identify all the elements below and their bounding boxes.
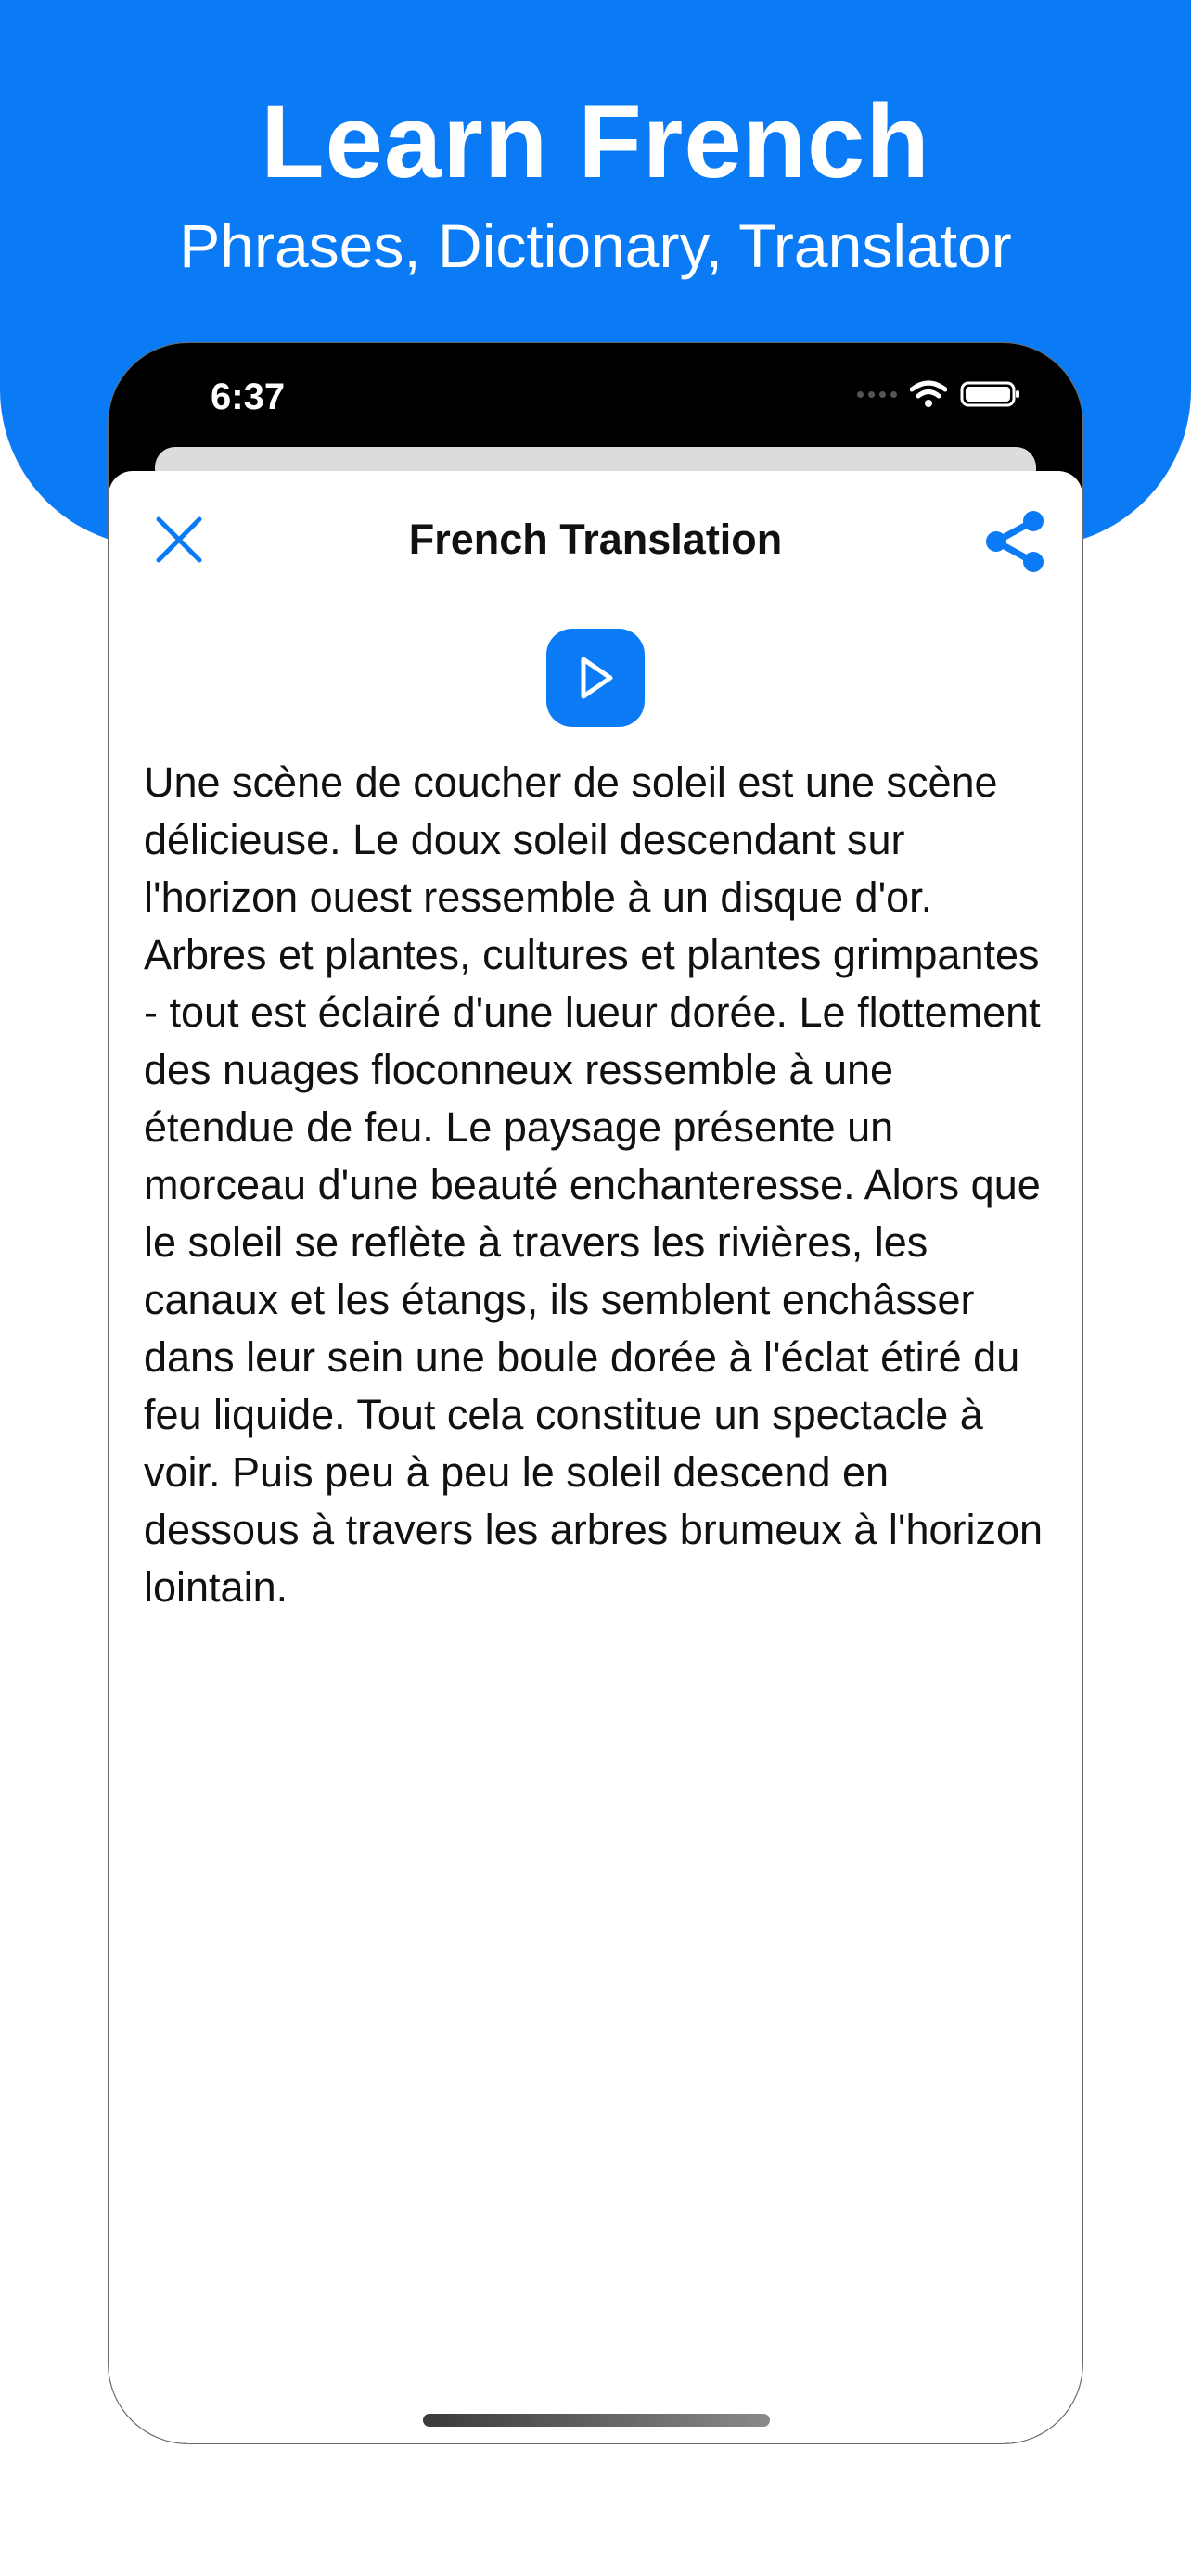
home-indicator[interactable] xyxy=(423,2414,770,2427)
share-icon[interactable] xyxy=(980,506,1051,577)
status-icons xyxy=(857,380,1021,408)
play-icon xyxy=(575,655,616,701)
wifi-icon xyxy=(910,380,947,408)
battery-icon xyxy=(960,380,1021,408)
status-time: 6:37 xyxy=(211,376,286,417)
phone-frame xyxy=(109,343,1082,2443)
translation-sheet xyxy=(109,471,1082,2443)
translation-text: Une scène de coucher de soleil est une scène délicieuse. Le doux soleil descendant sur l'horizon ouest ressemble à un disque d'or. Arbres et plantes, cultures et plantes grimpantes - tout est éclairé d'une lueur dorée. Le flottement des nuages floconneux ressemble à une étendue de feu. Le paysage présente un morceau d'une beauté enchanteresse. Alors que le soleil se reflète à travers les rivières, les canaux et les étangs, ils semblent enchâsser dans leur sein une boule dorée à l'éclat étiré du feu liquide. Tout cela constitue un spectacle à voir. Puis peu à peu le soleil descend en dessous à travers les arbres brumeux à l'horizon lointain. xyxy=(144,759,1044,1611)
hero-title: Learn French xyxy=(261,83,930,199)
signal-dots-icon xyxy=(857,391,897,398)
play-button[interactable] xyxy=(546,629,645,727)
sheet-title: French Translation xyxy=(408,516,783,563)
hero-subtitle: Phrases, Dictionary, Translator xyxy=(179,211,1012,280)
